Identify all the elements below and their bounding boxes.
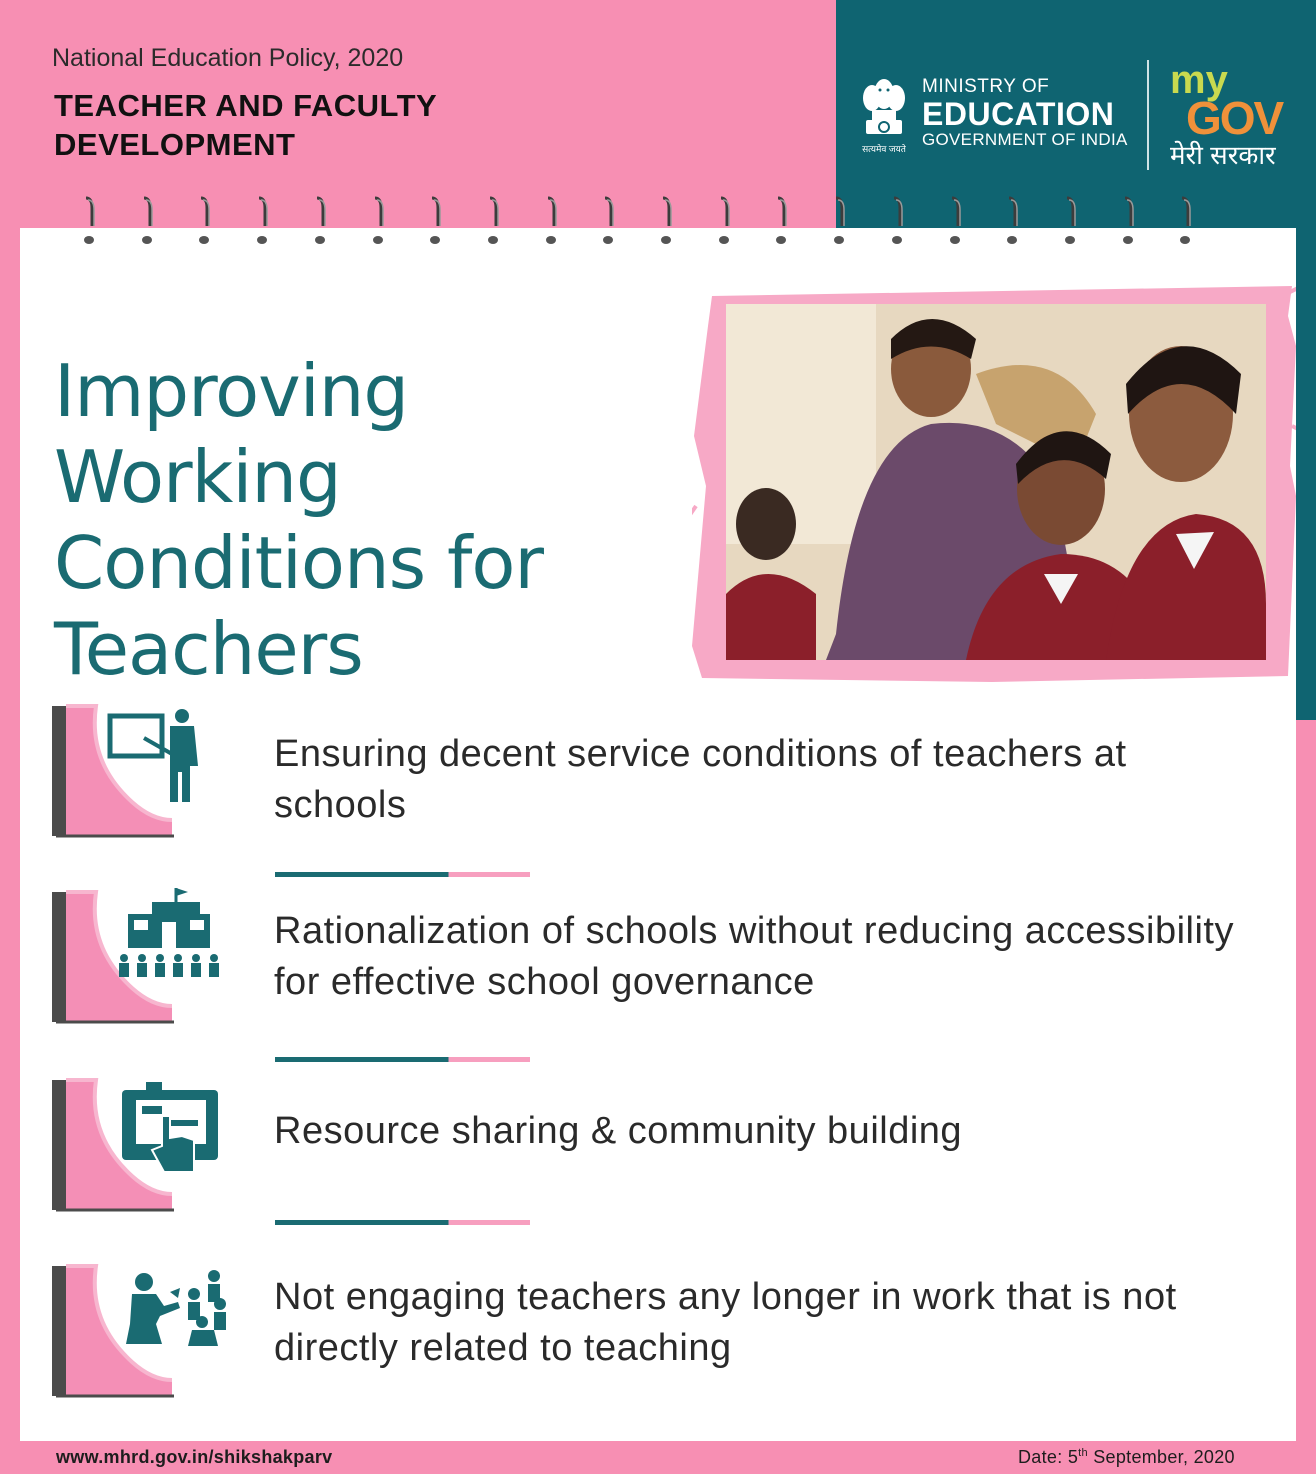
spiral-ring	[1063, 196, 1077, 246]
spiral-ring	[197, 196, 211, 246]
ministry-logo	[922, 76, 1128, 150]
spiral-ring	[774, 196, 788, 246]
spiral-ring	[428, 196, 442, 246]
teacher-board-icon	[52, 702, 232, 838]
spiral-ring	[140, 196, 154, 246]
item-3-text: Resource sharing & community building	[274, 1110, 963, 1152]
spiral-ring	[832, 196, 846, 246]
ministry-line-2: EDUCATION	[922, 96, 1115, 132]
spiral-binding	[0, 196, 1316, 252]
touch-screen-icon	[52, 1076, 232, 1212]
page-title: TEACHER AND FACULTY DEVELOPMENT	[54, 88, 437, 162]
main-heading: Improving Working Conditions for Teachers	[54, 349, 543, 691]
spiral-ring	[659, 196, 673, 246]
spiral-ring	[82, 196, 96, 246]
spiral-ring	[717, 196, 731, 246]
ministry-line-3: GOVERNMENT OF INDIA	[922, 130, 1128, 149]
mygov-gov: GOV	[1186, 92, 1283, 144]
school-building-icon	[52, 888, 232, 1024]
ministry-line-1: MINISTRY OF	[922, 76, 1050, 97]
date-sup: th	[1078, 1447, 1088, 1459]
mygov-my: my	[1170, 58, 1228, 102]
spiral-ring	[486, 196, 500, 246]
spiral-ring	[1178, 196, 1192, 246]
item-divider-1	[275, 872, 530, 877]
footer-date	[1018, 1447, 1235, 1468]
spiral-ring	[601, 196, 615, 246]
spiral-ring	[255, 196, 269, 246]
logo-divider	[1147, 60, 1149, 170]
mygov-sarkar: मेरी सरकार	[1170, 140, 1276, 170]
item-1-text: Ensuring decent service conditions of teachers at schools	[274, 733, 1127, 826]
emblem-caption: सत्यमेव जयते	[862, 144, 906, 154]
policy-subtitle: National Education Policy, 2020	[52, 44, 404, 72]
teacher-children-icon	[52, 1262, 232, 1398]
mygov-logo	[1170, 58, 1300, 170]
spiral-ring	[1005, 196, 1019, 246]
date-prefix: Date: 5	[1018, 1447, 1079, 1467]
spiral-ring	[371, 196, 385, 246]
item-4-text: Not engaging teachers any longer in work that is not directly related to teaching	[274, 1276, 1177, 1369]
spiral-ring	[544, 196, 558, 246]
spiral-ring	[313, 196, 327, 246]
footer-url[interactable]: www.mhrd.gov.in/shikshakparv	[56, 1447, 333, 1467]
spiral-ring	[1121, 196, 1135, 246]
item-divider-2	[275, 1057, 530, 1062]
spiral-ring	[948, 196, 962, 246]
spiral-ring	[890, 196, 904, 246]
date-suffix: September, 2020	[1087, 1447, 1235, 1467]
teacher-with-students-photo	[726, 304, 1266, 660]
item-divider-3	[275, 1220, 530, 1225]
item-2-text: Rationalization of schools without reducing accessibility for effective school governance	[274, 910, 1234, 1003]
